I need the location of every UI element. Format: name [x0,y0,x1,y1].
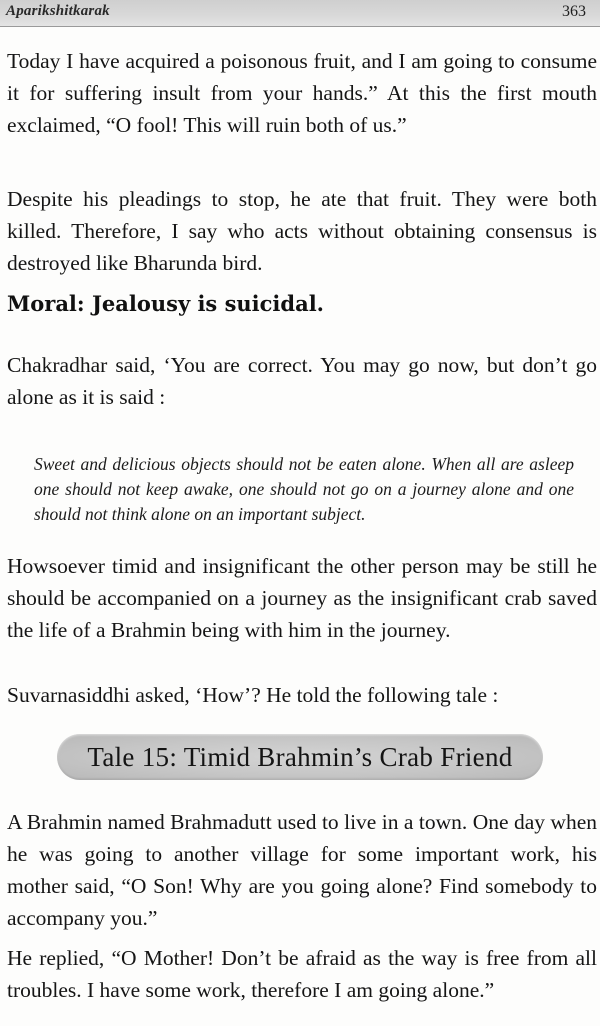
quoted-verse: Sweet and delicious objects should not be eaten alone. When all are asleep one should not keep awake, one should not go on a journey alone and one should not think alone on an important subject. [34,454,574,524]
chapter-title: Aparikshitkarak [6,3,110,19]
tale-title: Tale 15: Timid Brahmin’s Crab Friend [87,742,513,772]
moral-heading: Moral: Jealousy is suicidal. [7,291,324,316]
paragraph-suvarnasiddhi: Suvarnasiddhi asked, ‘How’? He told the following tale : [7,683,499,707]
page-number: 363 [562,3,586,20]
paragraph-chakradhar: Chakradhar said, ‘You are correct. You may go now, but don’t go alone as it is said : [7,353,597,409]
tale-title-banner [57,734,543,780]
running-header [0,0,600,27]
paragraph-both-killed: Despite his pleadings to stop, he ate that fruit. They were both killed. Therefore, I say who acts without obtaining consensus is destroyed like Bharunda bird. [7,187,597,275]
paragraph-brahmadutt: A Brahmin named Brahmadutt used to live in a town. One day when he was going to another village for some important work, his mother said, “O Son! Why are you going alone? Find somebody to accompany you.” [7,810,597,930]
paragraph-timid-person: Howsoever timid and insignificant the other person may be still he should be accompanied on a journey as the insignificant crab saved the life of a Brahmin being with him in the journey. [7,554,597,642]
paragraph-mother-reply: He replied, “O Mother! Don’t be afraid as the way is free from all troubles. I have some work, therefore I am going alone.” [7,946,597,1002]
paragraph-poisonous-fruit: Today I have acquired a poisonous fruit, and I am going to consume it for suffering insult from your hands.” At this the first mouth exclaimed, “O fool! This will ruin both of us.” [7,49,597,137]
